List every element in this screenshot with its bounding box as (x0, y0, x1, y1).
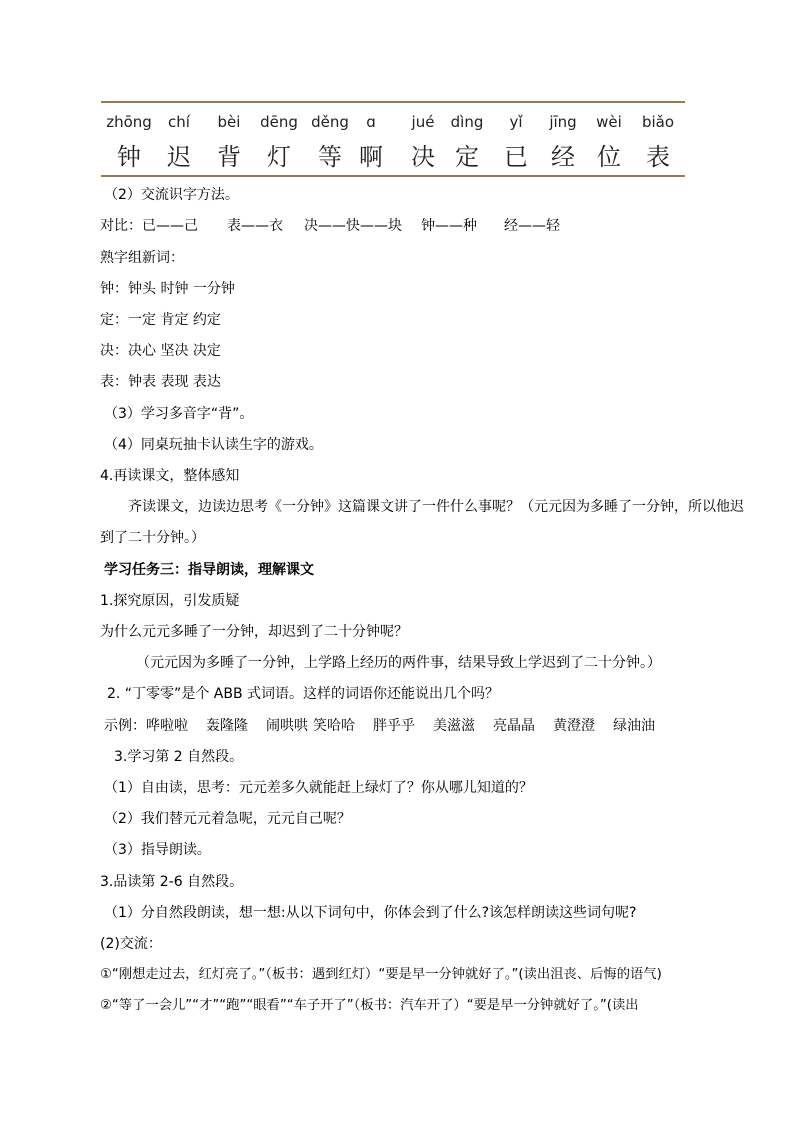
text-line: 2. “丁零零”是个 ABB 式词语。这样的词语你还能说出几个吗？ (107, 686, 499, 702)
hanzi: 钟 (117, 143, 141, 171)
pinyin: dēng (260, 113, 298, 131)
example-word: 黄澄澄 (553, 718, 595, 734)
text-line: 表：钟表 表现 表达 (100, 374, 221, 390)
pinyin: jué (411, 113, 435, 131)
compare-item: 对比：已——己 (100, 218, 198, 234)
hanzi: 表 (646, 143, 670, 171)
hanzi: 决 (411, 143, 435, 171)
text-line: 4.再读课文，整体感知 (100, 468, 240, 484)
hanzi: 位 (597, 143, 621, 171)
text-line: ②“等了一会儿”“才”“跑”“眼看”“车子开了”（板书：汽车开了）“要是早一分钟就好了。”(读出 (100, 998, 639, 1013)
text-line: 为什么元元多睡了一分钟，却迟到了二十分钟呢？ (100, 624, 408, 640)
text-line: 到了二十分钟。） (100, 530, 205, 546)
pinyin: jīng (549, 113, 577, 131)
pinyin-character-table (101, 101, 685, 177)
example-word: 胖乎乎 (373, 718, 415, 734)
hanzi: 定 (455, 143, 479, 171)
hanzi: 已 (504, 143, 528, 171)
hanzi: 等 (318, 143, 342, 171)
compare-line (100, 216, 560, 236)
hanzi: 经 (551, 143, 575, 171)
hanzi: 迟 (167, 143, 191, 171)
text-line: ①“刚想走过去，红灯亮了。”（板书：遇到红灯）“要是早一分钟就好了。”(读出沮丧、后悔的语气) (100, 967, 662, 982)
text-line: （1）分自然段朗读，想一想:从以下词句中，你体会到了什么?该怎样朗读这些词句呢? (104, 905, 637, 921)
text-line: 3.品读第 2-6 自然段。 (100, 874, 244, 890)
text-line: 1.探究原因，引发质疑 (100, 593, 240, 609)
section-heading: 学习任务三：指导朗读，理解课文 (104, 562, 314, 578)
compare-item: 表——衣 (227, 218, 283, 234)
example-word: 美滋滋 (433, 718, 475, 734)
pinyin: zhōng (106, 113, 152, 131)
pinyin: dìng (450, 113, 484, 131)
compare-item: 经——轻 (504, 218, 560, 234)
example-word: 示例：哗啦啦 (104, 718, 188, 734)
example-word: 亮晶晶 (493, 718, 535, 734)
example-words-line (104, 716, 655, 736)
hanzi: 啊 (359, 143, 383, 171)
pinyin: biǎo (641, 113, 675, 131)
pinyin: yǐ (509, 113, 523, 131)
hanzi: 背 (217, 143, 241, 171)
example-word: 闹哄哄 (266, 718, 308, 734)
text-line: 定：一定 肯定 约定 (100, 312, 221, 328)
text-line: 齐读课文，边读边思考《一分钟》这篇课文讲了一件什么事呢？（元元因为多睡了一分钟，所以他迟 (128, 499, 744, 515)
text-line: （3）指导朗读。 (104, 842, 211, 858)
text-line: （2）交流识字方法。 (104, 187, 239, 203)
text-line: (2)交流： (100, 936, 162, 952)
text-line: 3.学习第 2 自然段。 (114, 749, 244, 765)
pinyin: wèi (596, 113, 622, 131)
pinyin: chí (168, 113, 190, 131)
text-line: （1）自由读，思考：元元差多久就能赶上绿灯了？你从哪儿知道的？ (104, 780, 533, 796)
pinyin: bèi (217, 113, 241, 131)
text-line: （4）同桌玩抽卡认读生字的游戏。 (104, 437, 323, 453)
text-line: （3）学习多音字“背”。 (104, 406, 254, 422)
text-line: 钟：钟头 时钟 一分钟 (100, 281, 235, 297)
text-line: 决：决心 坚决 决定 (100, 343, 221, 359)
hanzi: 灯 (267, 143, 291, 171)
text-line: （元元因为多睡了一分钟，上学路上经历的两件事，结果导致上学迟到了二十分钟。） (136, 655, 661, 671)
example-word: 绿油油 (613, 718, 655, 734)
text-line: （2）我们替元元着急呢，元元自己呢？ (104, 811, 351, 827)
pinyin: ɑ (366, 113, 376, 131)
text-line: 熟字组新词： (100, 250, 184, 266)
compare-item: 决——快——块 (304, 218, 402, 234)
pinyin: děng (311, 113, 349, 131)
example-word: 轰隆隆 (206, 718, 248, 734)
compare-item: 钟——种 (421, 218, 477, 234)
example-word: 笑哈哈 (313, 718, 355, 734)
